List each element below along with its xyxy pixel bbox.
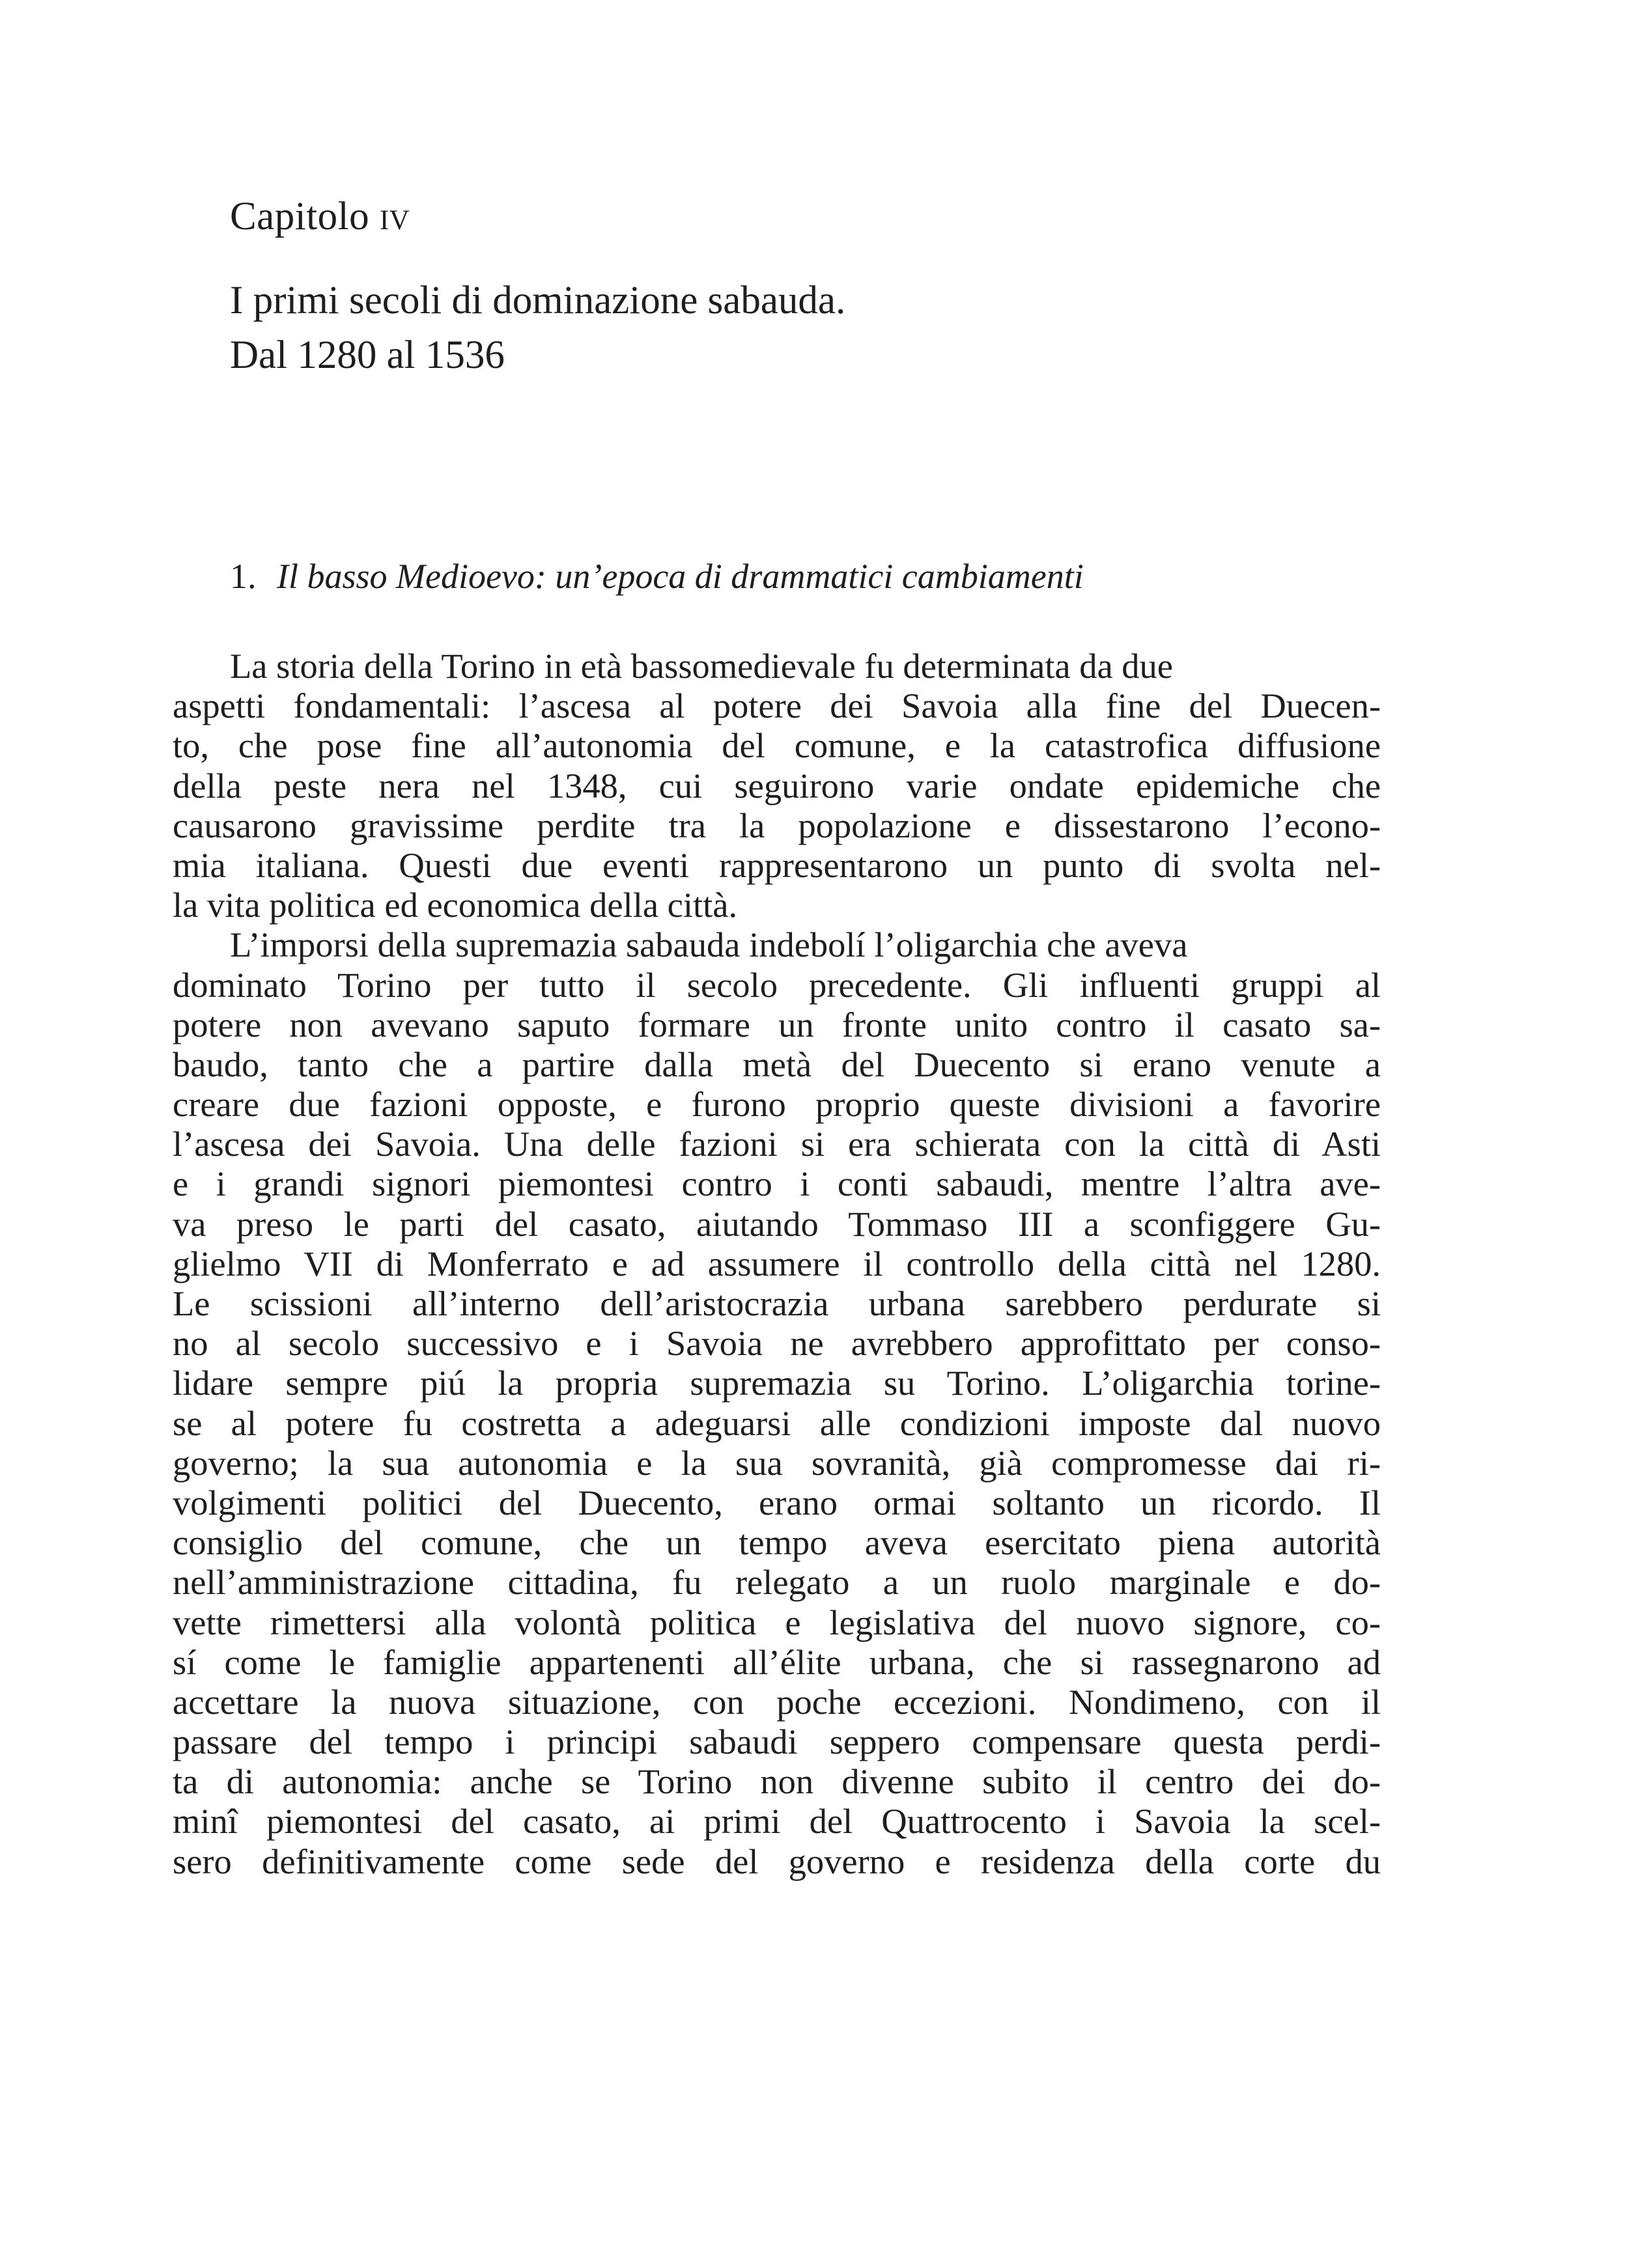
chapter-title-line: Dal 1280 al 1536: [230, 333, 505, 377]
text-line: ta di autonomia: anche se Torino non divenne subito il centro dei do-: [173, 1761, 1381, 1802]
chapter-roman-numeral: iv: [379, 195, 410, 238]
text-line: lidare sempre piú la propria supremazia su Torino. L’oligarchia torine-: [173, 1363, 1381, 1403]
chapter-label: [230, 194, 410, 240]
text-line: e i grandi signori piemontesi contro i conti sabaudi, mentre l’altra ave-: [173, 1164, 1381, 1204]
text-line: della peste nera nel 1348, cui seguirono varie ondate epidemiche che: [173, 765, 1381, 805]
text-line: passare del tempo i principi sabaudi seppero compensare questa perdi-: [173, 1722, 1381, 1762]
chapter-title-line: I primi secoli di dominazione sabauda.: [230, 279, 846, 322]
text-line: causarono gravissime perdite tra la popolazione e dissestarono l’econo-: [173, 805, 1381, 845]
text-line: va preso le parti del casato, aiutando Tommaso III a sconfiggere Gu-: [173, 1203, 1381, 1244]
text-line: mia italiana. Questi due eventi rappresentarono un punto di svolta nel-: [173, 845, 1381, 885]
section-heading: [230, 553, 1084, 599]
text-line: sero definitivamente come sede del governo e residenza della corte du: [173, 1841, 1381, 1881]
text-line: La storia della Torino in età bassomedievale fu determinata da due: [230, 646, 1173, 686]
text-line: volgimenti politici del Duecento, erano ormai soltanto un ricordo. Il: [173, 1482, 1381, 1522]
body-text: [173, 646, 1381, 1881]
text-line: aspetti fondamentali: l’ascesa al potere dei Savoia alla fine del Duecen-: [173, 686, 1381, 726]
section-number: 1.: [230, 557, 257, 596]
text-line: nell’amministrazione cittadina, fu relegato a un ruolo marginale e do-: [173, 1562, 1381, 1603]
text-line: se al potere fu costretta a adeguarsi alle condizioni imposte dal nuovo: [173, 1403, 1381, 1443]
text-line: potere non avevano saputo formare un fronte unito contro il casato sa-: [173, 1004, 1381, 1044]
text-line: minî piemontesi del casato, ai primi del Quattrocento i Savoia la scel-: [173, 1801, 1381, 1841]
text-line: no al secolo successivo e i Savoia ne avrebbero approfittato per conso-: [173, 1323, 1381, 1364]
text-line: creare due fazioni opposte, e furono proprio queste divisioni a favorire: [173, 1084, 1381, 1125]
text-line: sí come le famiglie appartenenti all’élite urbana, che si rassegnarono ad: [173, 1642, 1381, 1682]
text-line: dominato Torino per tutto il secolo precedente. Gli influenti gruppi al: [173, 964, 1381, 1005]
text-line: baudo, tanto che a partire dalla metà del Duecento si erano venute a: [173, 1044, 1381, 1084]
text-line: vette rimettersi alla volontà politica e legislativa del nuovo signore, co-: [173, 1602, 1381, 1642]
text-line: Le scissioni all’interno dell’aristocrazia urbana sarebbero perdurate si: [173, 1283, 1381, 1323]
chapter-word: Capitolo: [230, 195, 370, 238]
text-line: to, che pose fine all’autonomia del comune, e la catastrofica diffusione: [173, 725, 1381, 766]
text-line: governo; la sua autonomia e la sua sovranità, già compromesse dai ri-: [173, 1442, 1381, 1483]
chapter-title: [230, 273, 845, 383]
text-line: la vita politica ed economica della città.: [173, 885, 738, 925]
text-line: accettare la nuova situazione, con poche eccezioni. Nondimeno, con il: [173, 1681, 1381, 1722]
text-line: L’imporsi della supremazia sabauda indebolí l’oligarchia che aveva: [230, 925, 1188, 965]
text-line: consiglio del comune, che un tempo aveva esercitato piena autorità: [173, 1522, 1381, 1563]
section-title: Il basso Medioevo: un’epoca di drammatici cambiamenti: [277, 557, 1084, 596]
text-line: l’ascesa dei Savoia. Una delle fazioni si era schierata con la città di Asti: [173, 1124, 1381, 1164]
text-line: glielmo VII di Monferrato e ad assumere il controllo della città nel 1280.: [173, 1243, 1381, 1283]
